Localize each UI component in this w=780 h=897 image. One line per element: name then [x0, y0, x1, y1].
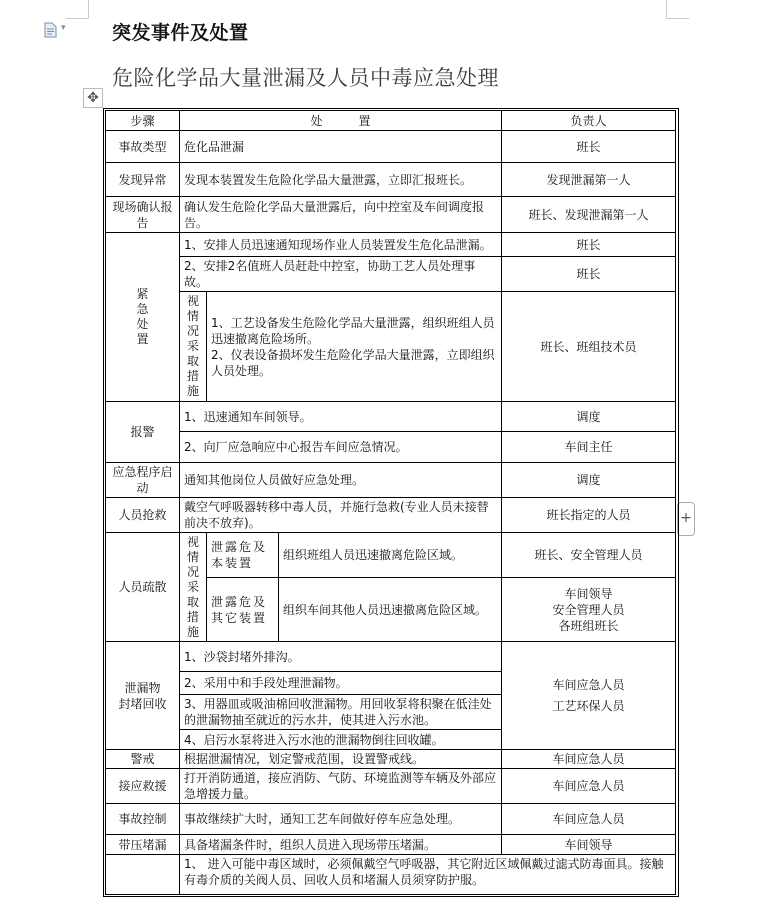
plus-icon[interactable]: + — [677, 502, 695, 536]
action-cell: 根据泄漏情况，划定警戒范围，设置警戒线。 — [180, 750, 502, 769]
step-cell: 事故类型 — [106, 131, 180, 163]
page-corner-mark-left — [66, 0, 89, 19]
header-owner: 负责人 — [502, 111, 676, 131]
step-line: 泄漏物 — [124, 680, 161, 695]
move-icon[interactable]: ✥ — [83, 88, 103, 108]
owner-cell: 班长指定的人员 — [502, 498, 676, 533]
table-row — [106, 463, 676, 498]
owner-cell: 车间应急人员 — [502, 804, 676, 835]
step-cell: 事故控制 — [106, 804, 180, 835]
step-cell: 现场确认报告 — [106, 197, 180, 233]
condition-cell: 泄露危及其它装置 — [207, 578, 279, 642]
owner-cell: 车间领导 — [502, 835, 676, 855]
table-header-row — [106, 111, 676, 131]
step-cell-emergency: 紧急处置 — [106, 233, 180, 402]
step-cell: 接应救援 — [106, 769, 180, 804]
table-row — [106, 498, 676, 533]
owner-cell: 班长、发现泄漏第一人 — [502, 197, 676, 233]
table-row — [106, 402, 676, 432]
table-row — [106, 257, 676, 292]
owner-cell: 调度 — [502, 402, 676, 432]
header-step: 步骤 — [106, 111, 180, 131]
action-cell: 1、安排人员迅速通知现场作业人员装置发生危化品泄漏。 — [180, 233, 502, 257]
step-cell: 应急程序启动 — [106, 463, 180, 498]
action-cell: 4、启污水泵将进入污水池的泄漏物倒往回收罐。 — [180, 730, 502, 750]
step-cell — [106, 855, 180, 895]
emergency-table — [105, 110, 676, 895]
table-row — [106, 642, 676, 672]
emergency-table-frame — [103, 108, 679, 897]
step-line: 封堵回收 — [118, 696, 167, 711]
action-cell: 戴空气呼吸器转移中毒人员，并施行急救(专业人员未接替前决不放弃)。 — [180, 498, 502, 533]
table-row — [106, 197, 676, 233]
action-cell: 打开消防通道，接应消防、气防、环境监测等车辆及外部应急增援力量。 — [180, 769, 502, 804]
owner-line: 安全管理人员 — [552, 602, 625, 617]
owner-cell: 班长、安全管理人员 — [502, 533, 676, 578]
action-cell: 1、 进入可能中毒区域时，必须佩戴空气呼吸器，其它附近区域佩戴过滤式防毒面具。接触有毒介质的关阀人员、回收人员和堵漏人员须穿防护服。 — [180, 855, 676, 895]
step-cell: 人员疏散 — [106, 533, 180, 642]
table-row — [106, 432, 676, 463]
action-cell: 通知其他岗位人员做好应急处理。 — [180, 463, 502, 498]
owner-cell: 发现泄漏第一人 — [502, 163, 676, 197]
document-icon[interactable] — [44, 22, 57, 38]
action-cell: 2、安排2名值班人员赶赴中控室，协助工艺人员处理事故。 — [180, 257, 502, 292]
owner-cell: 车间应急人员 — [502, 750, 676, 769]
table-row — [106, 292, 676, 402]
step-cell: 人员抢救 — [106, 498, 180, 533]
sub-step-cell: 视情况采取措施 — [180, 292, 207, 402]
action-cell: 发现本装置发生危险化学品大量泄露，立即汇报班长。 — [180, 163, 502, 197]
action-cell: 2、向厂应急响应中心报告车间应急情况。 — [180, 432, 502, 463]
owner-cell: 车间主任 — [502, 432, 676, 463]
owner-cell: 班长、班组技术员 — [502, 292, 676, 402]
action-cell: 事故继续扩大时，通知工艺车间做好停车应急处理。 — [180, 804, 502, 835]
table-row — [106, 131, 676, 163]
action-cell: 确认发生危险化学品大量泄露后，向中控室及车间调度报告。 — [180, 197, 502, 233]
owner-cell: 班长 — [502, 131, 676, 163]
table-row — [106, 804, 676, 835]
section-heading: 突发事件及处置 — [112, 22, 249, 44]
owner-cell — [502, 578, 676, 642]
step-cell: 报警 — [106, 402, 180, 463]
action-line: 2、仪表设备损坏发生危险化学品大量泄露，立即组织人员处理。 — [211, 347, 495, 378]
table-row — [106, 855, 676, 895]
action-cell: 3、用器皿或吸油棉回收泄漏物。用回收泵将积聚在低洼处的泄漏物抽至就近的污水井，使其进入污水池。 — [180, 695, 502, 730]
action-cell: 1、迅速通知车间领导。 — [180, 402, 502, 432]
header-action: 处 置 — [180, 111, 502, 131]
step-cell: 发现异常 — [106, 163, 180, 197]
owner-line: 各班组班长 — [558, 618, 619, 633]
table-row — [106, 533, 676, 578]
owner-cell: 车间应急人员 — [502, 769, 676, 804]
owner-line: 工艺环保人员 — [552, 698, 625, 713]
owner-cell: 班长 — [502, 257, 676, 292]
action-cell: 2、采用中和手段处理泄漏物。 — [180, 672, 502, 695]
table-row — [106, 750, 676, 769]
owner-line: 车间领导 — [564, 586, 613, 601]
sub-step-cell: 视情况采取措施 — [180, 533, 207, 642]
table-row — [106, 769, 676, 804]
action-cell: 危化品泄漏 — [180, 131, 502, 163]
action-cell: 1、沙袋封堵外排沟。 — [180, 642, 502, 672]
owner-cell — [502, 642, 676, 750]
step-cell: 带压堵漏 — [106, 835, 180, 855]
condition-cell: 泄露危及本装置 — [207, 533, 279, 578]
document-title: 危险化学品大量泄漏及人员中毒应急处理 — [112, 66, 499, 90]
step-cell: 警戒 — [106, 750, 180, 769]
owner-cell: 调度 — [502, 463, 676, 498]
chevron-down-icon[interactable]: ▾ — [61, 23, 66, 33]
action-cell: 组织车间其他人员迅速撤离危险区域。 — [279, 578, 502, 642]
page-corner-mark-right — [666, 0, 689, 19]
action-line: 1、工艺设备发生危险化学品大量泄露，组织班组人员迅速撤离危险场所。 — [211, 315, 495, 346]
step-cell — [106, 642, 180, 750]
table-row — [106, 233, 676, 257]
table-row — [106, 163, 676, 197]
action-cell: 具备堵漏条件时，组织人员进入现场带压堵漏。 — [180, 835, 502, 855]
table-row — [106, 835, 676, 855]
owner-line: 车间应急人员 — [552, 677, 625, 692]
action-cell: 组织班组人员迅速撤离危险区域。 — [279, 533, 502, 578]
owner-cell: 班长 — [502, 233, 676, 257]
action-cell — [207, 292, 502, 402]
